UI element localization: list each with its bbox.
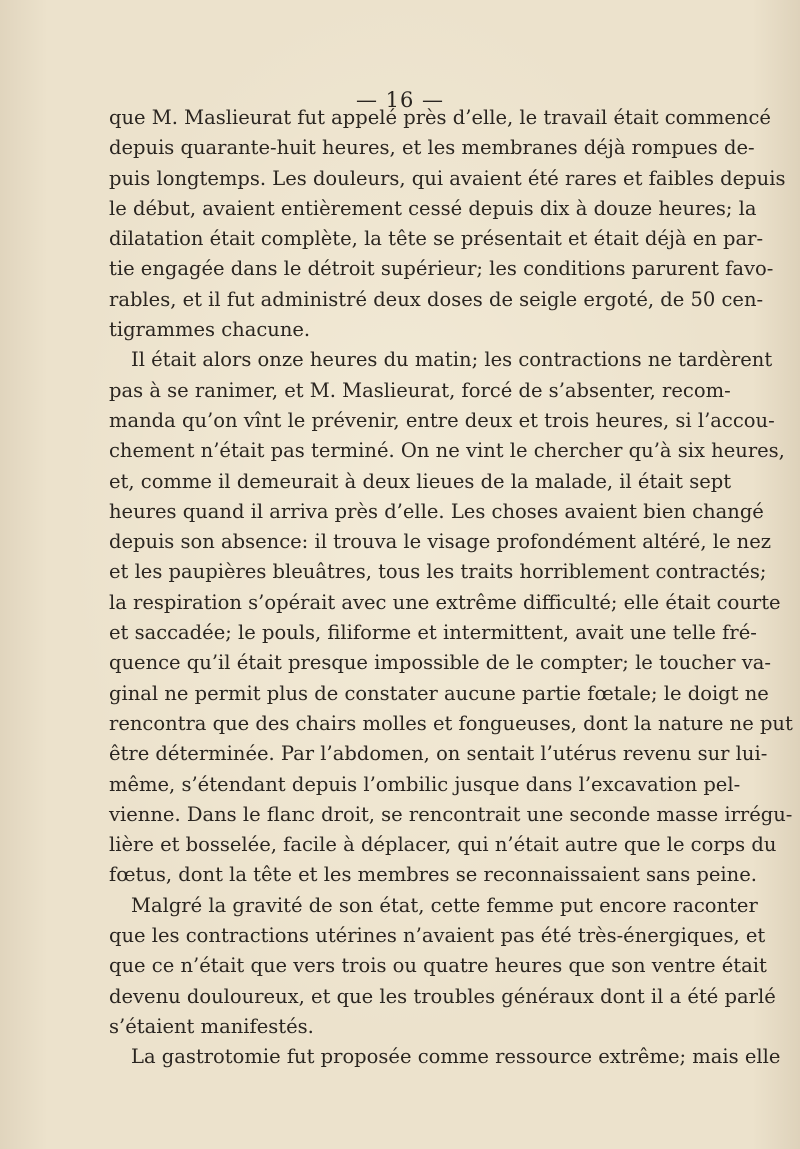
text-line: quence qu’il était presque impossible de le compter; le toucher va- bbox=[109, 651, 771, 675]
text-line: ginal ne permit plus de constater aucune partie fœtale; le doigt ne bbox=[109, 681, 769, 705]
text-line: heures quand il arriva près d’elle. Les choses avaient bien changé bbox=[109, 499, 764, 523]
text-line: manda qu’on vînt le prévenir, entre deux et trois heures, si l’accou- bbox=[109, 408, 775, 432]
text-line: être déterminée. Par l’abdomen, on sentait l’utérus revenu sur lui- bbox=[109, 742, 768, 766]
text-line: rables, et il fut administré deux doses de seigle ergoté, de 50 cen- bbox=[109, 287, 764, 311]
text-line: et, comme il demeurait à deux lieues de la malade, il était sept bbox=[109, 469, 732, 493]
text-line: lière et bosselée, facile à déplacer, qui n’était autre que le corps du bbox=[109, 833, 777, 857]
text-line: La gastrotomie fut proposée comme ressource extrême; mais elle bbox=[131, 1045, 781, 1069]
text-line: que les contractions utérines n’avaient pas été très-énergiques, et bbox=[109, 924, 766, 948]
text-line: même, s’étendant depuis l’ombilic jusque dans l’excavation pel- bbox=[109, 772, 741, 796]
text-line: que ce n’était que vers trois ou quatre heures que son ventre était bbox=[109, 954, 767, 978]
text-line: dilatation était complète, la tête se présentait et était déjà en par- bbox=[109, 227, 764, 251]
text-line: vienne. Dans le flanc droit, se rencontrait une seconde masse irrégu- bbox=[109, 802, 793, 826]
body-text bbox=[109, 103, 793, 1073]
text-line: puis longtemps. Les douleurs, qui avaient été rares et faibles depuis bbox=[109, 166, 786, 190]
text-line: rencontra que des chairs molles et fongueuses, dont la nature ne put bbox=[109, 711, 793, 735]
text-line: s’étaient manifestés. bbox=[109, 1014, 314, 1038]
text-line: pas à se ranimer, et M. Maslieurat, forcé de s’absenter, recom- bbox=[109, 378, 731, 402]
text-line: la respiration s’opérait avec une extrême difficulté; elle était courte bbox=[109, 590, 781, 614]
text-line: que M. Maslieurat fut appelé près d’elle, le travail était commencé bbox=[109, 106, 771, 129]
text-line: le début, avaient entièrement cessé depuis dix à douze heures; la bbox=[109, 196, 757, 220]
text-line: et saccadée; le pouls, filiforme et intermittent, avait une telle fré- bbox=[109, 621, 757, 645]
text-line: Il était alors onze heures du matin; les contractions ne tardèrent bbox=[131, 348, 773, 372]
text-line: et les paupières bleuâtres, tous les traits horriblement contractés; bbox=[109, 560, 767, 584]
text-line: tie engagée dans le détroit supérieur; les conditions parurent favo- bbox=[109, 257, 774, 281]
text-line: Malgré la gravité de son état, cette femme put encore raconter bbox=[131, 893, 758, 917]
text-line: fœtus, dont la tête et les membres se reconnaissaient sans peine. bbox=[109, 863, 757, 887]
text-line: devenu douloureux, et que les troubles généraux dont il a été parlé bbox=[109, 984, 776, 1008]
text-line: tigrammes chacune. bbox=[109, 318, 311, 342]
page-number: — 16 — bbox=[355, 88, 445, 112]
text-line: chement n’était pas terminé. On ne vint le chercher qu’à six heures, bbox=[109, 439, 785, 463]
text-line: depuis son absence: il trouva le visage profondément altéré, le nez bbox=[109, 530, 772, 554]
text-line: depuis quarante-huit heures, et les membranes déjà rompues de- bbox=[109, 136, 755, 160]
